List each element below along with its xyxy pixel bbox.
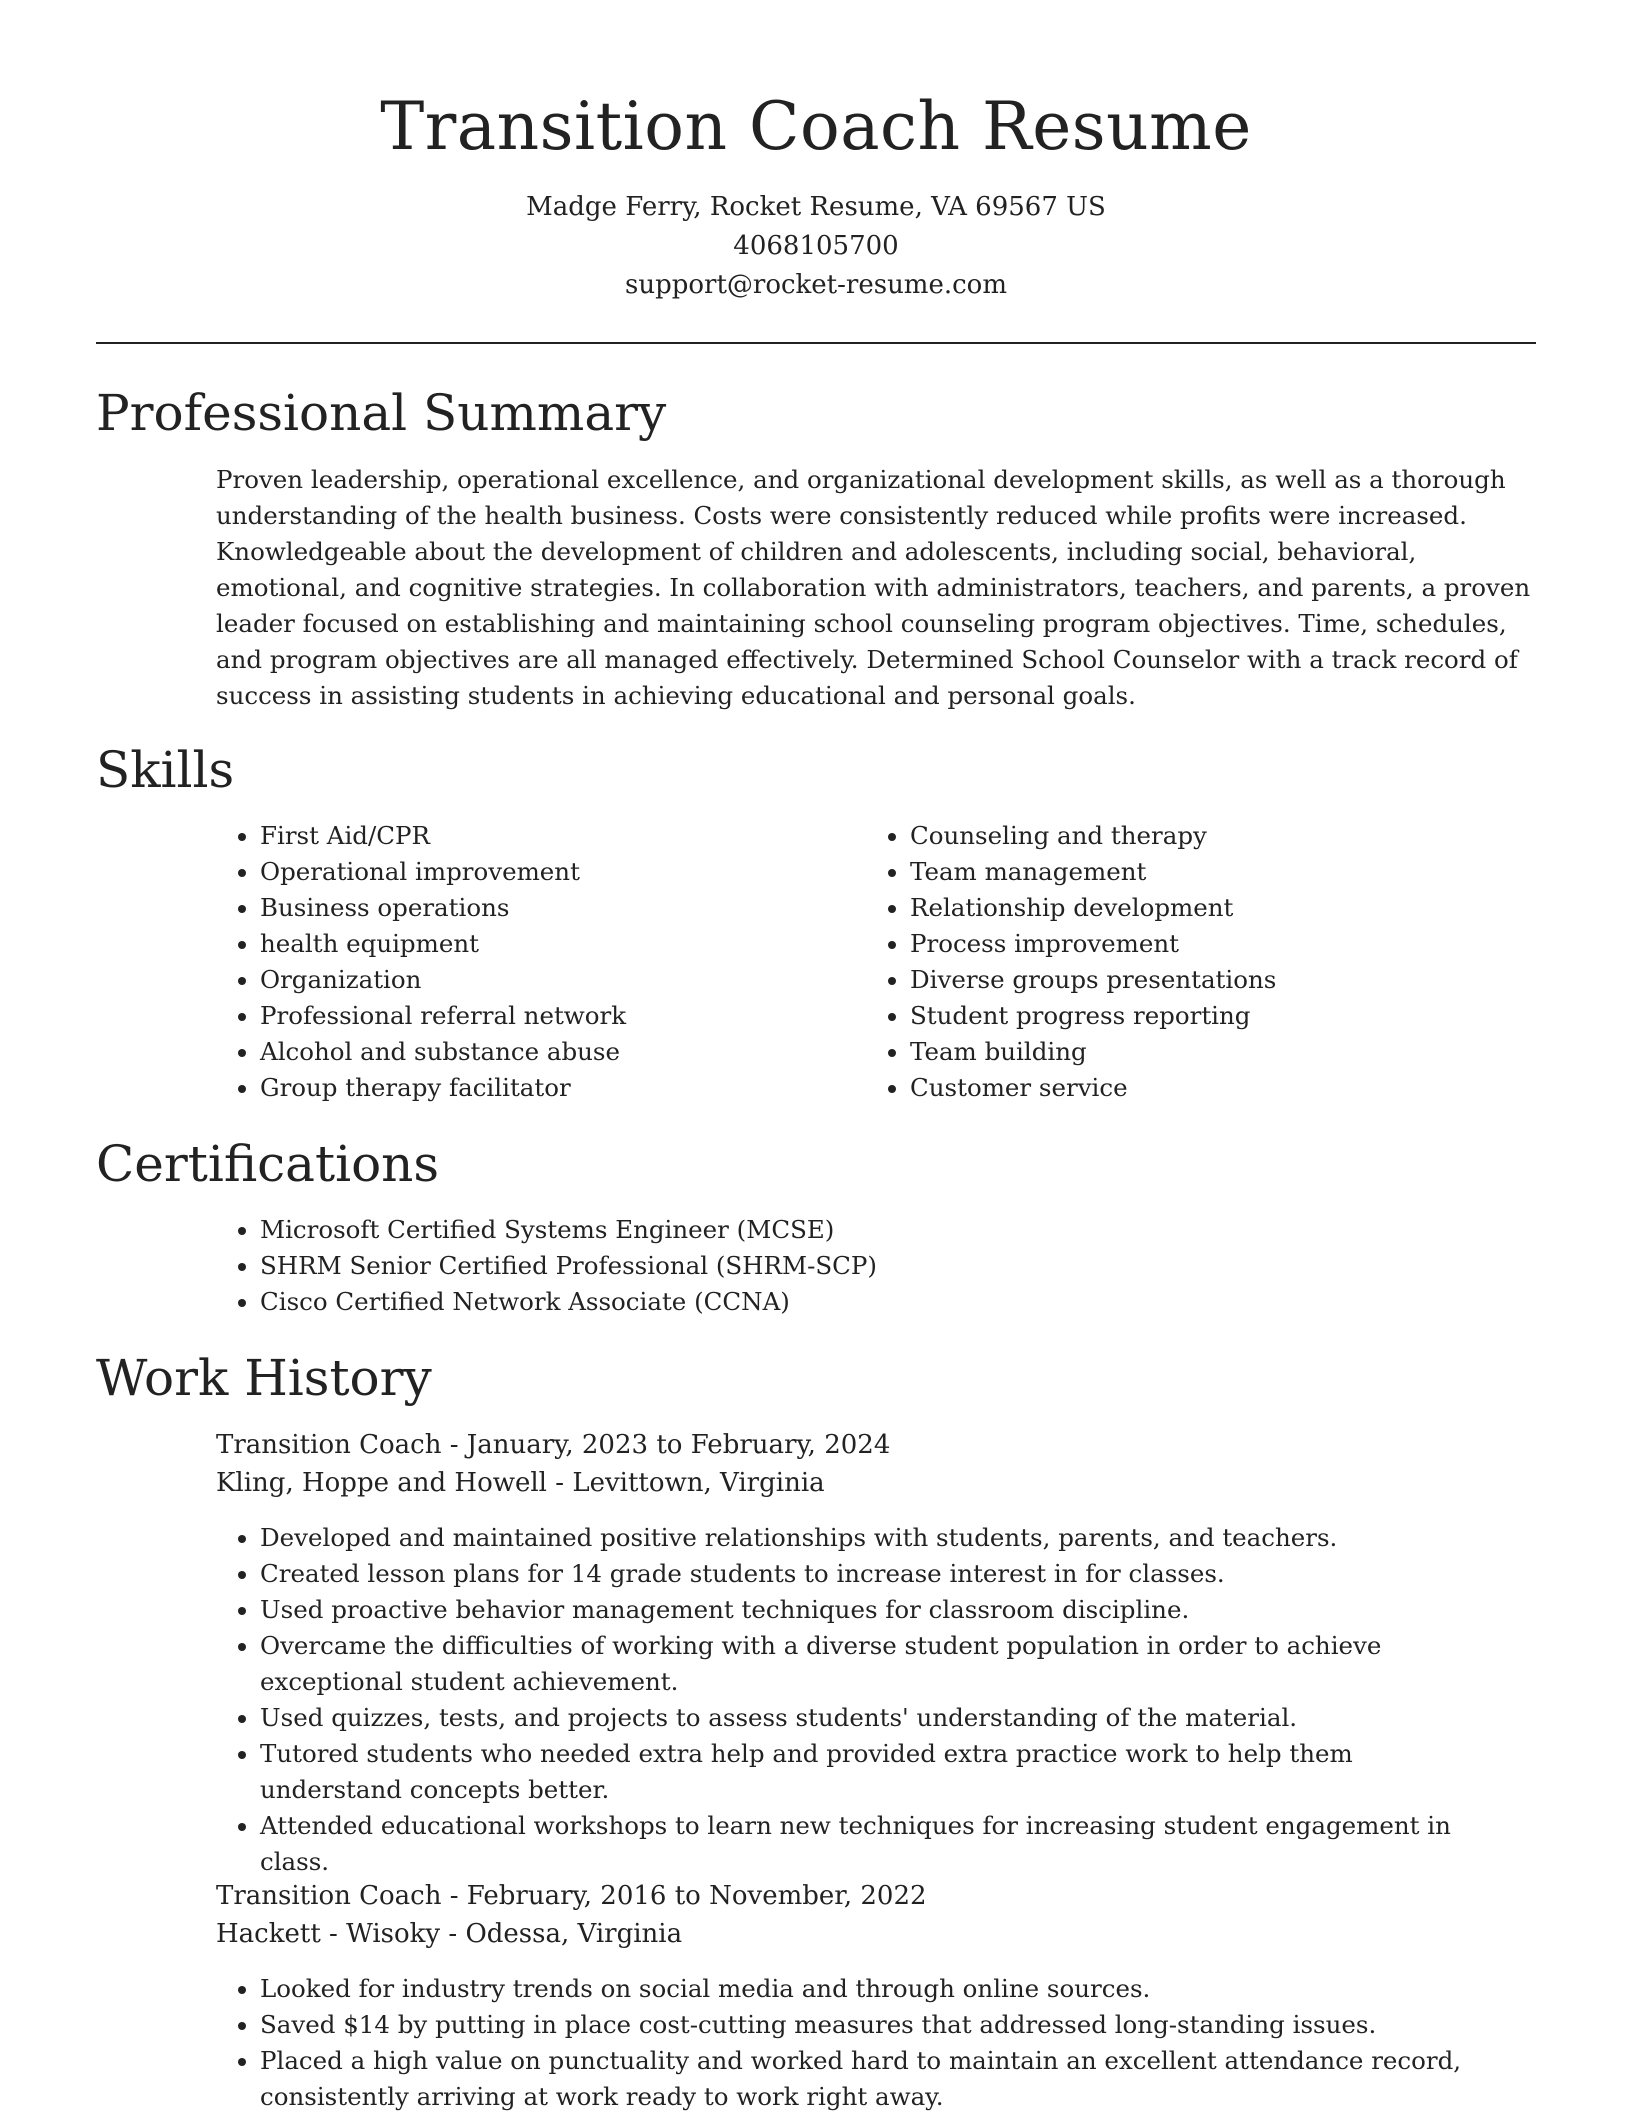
job-company: Hackett - Wisoky [216,1919,441,1949]
job-duties [216,1971,1496,2115]
job-duties [216,1520,1496,1880]
job-header [216,1426,1536,1502]
contact-email: support@rocket-resume.com [624,270,1007,300]
job-duty-item: • Created lesson plans for 14 grade students to increase interest in for classes. [260,1556,1496,1592]
job-duty-item: • Developed and maintained positive relationships with students, parents, and teachers. [260,1520,1496,1556]
contact-block [96,188,1536,305]
job-duties-list [216,1971,1496,2115]
job-location: - Levittown, Virginia [547,1468,825,1498]
certifications-block [216,1212,1496,1320]
job-duty-item: • Used proactive behavior management techniques for classroom discipline. [260,1592,1496,1628]
job-duty-item: • Attended educational workshops to learn new techniques for increasing student engagement in class. [260,1808,1496,1880]
skill-item: • Business operations [260,890,836,926]
skill-item: • Relationship development [910,890,1506,926]
summary-text: Proven leadership, operational excellence, and organizational development skills, as well as a thorough understanding of the health business. Costs were consistently reduced while profits were increased. Knowledgeable about the development of children and adolescents, including social, behavioral, emotional, and cognitive strategies. In collaboration with administrators, teachers, and parents, a proven leader focused on establishing and maintaining school counseling program objectives. Time, schedules, and program objectives are all managed effectively. Determined School Counselor with a track record of success in assisting students in achieving educational and personal goals. [216,465,1531,710]
skill-item: • Customer service [910,1070,1506,1106]
summary-heading: Professional Summary [96,384,667,442]
skill-item: • Team building [910,1034,1506,1070]
header-divider [96,342,1536,344]
job-duty-item: • Placed a high value on punctuality and worked hard to maintain an excellent attendance record, consistently arriving at work ready to work right away. [260,2043,1496,2115]
job-duties-list [216,1520,1496,1880]
certification-item: • Microsoft Certified Systems Engineer (MCSE) [260,1212,1496,1248]
certification-item: • SHRM Senior Certified Professional (SHRM-SCP) [260,1248,1496,1284]
job-title: Transition Coach [216,1430,442,1460]
skill-item: • First Aid/CPR [260,818,836,854]
job-duty-item: • Overcame the difficulties of working with a diverse student population in order to achieve exceptional student achievement. [260,1628,1496,1700]
job-duty-item: • Used quizzes, tests, and projects to assess students' understanding of the material. [260,1700,1496,1736]
job-title: Transition Coach [216,1881,442,1911]
job-header [216,1877,1536,1953]
skills-column-left [216,818,836,1106]
certifications-heading: Certifications [96,1135,440,1193]
skill-item: • Professional referral network [260,998,836,1034]
job-dates: - January, 2023 to February, 2024 [441,1430,891,1460]
resume-header [96,82,1536,305]
skills-column-right [866,818,1506,1106]
skill-item: • health equipment [260,926,836,962]
job-company: Kling, Hoppe and Howell [216,1468,547,1498]
job-title-line [216,1426,1536,1464]
job-location: - Odessa, Virginia [440,1919,683,1949]
skill-item: • Student progress reporting [910,998,1506,1034]
job-title-line [216,1877,1536,1915]
skill-item: • Group therapy facilitator [260,1070,836,1106]
job-dates: - February, 2016 to November, 2022 [441,1881,927,1911]
skills-heading: Skills [96,741,235,799]
contact-phone: 4068105700 [733,231,899,261]
skills-list-left [216,818,836,1106]
skill-item: • Organization [260,962,836,998]
certification-item: • Cisco Certified Network Associate (CCNA) [260,1284,1496,1320]
skills-list-right [866,818,1506,1106]
job-company-line [216,1915,1536,1953]
job-duty-item: • Looked for industry trends on social media and through online sources. [260,1971,1496,2007]
skill-item: • Alcohol and substance abuse [260,1034,836,1070]
skill-item: • Counseling and therapy [910,818,1506,854]
skill-item: • Process improvement [910,926,1506,962]
job-duty-item: • Saved $14 by putting in place cost-cutting measures that addressed long-standing issues. [260,2007,1496,2043]
job-duty-item: • Tutored students who needed extra help and provided extra practice work to help them understand concepts better. [260,1736,1496,1808]
certifications-list [216,1212,1496,1320]
skill-item: • Team management [910,854,1506,890]
skill-item: • Operational improvement [260,854,836,890]
contact-address: Madge Ferry, Rocket Resume, VA 69567 US [526,192,1106,222]
work-history-heading: Work History [96,1349,432,1407]
skill-item: • Diverse groups presentations [910,962,1506,998]
job-company-line [216,1464,1536,1502]
resume-title: Transition Coach Resume [380,88,1252,165]
